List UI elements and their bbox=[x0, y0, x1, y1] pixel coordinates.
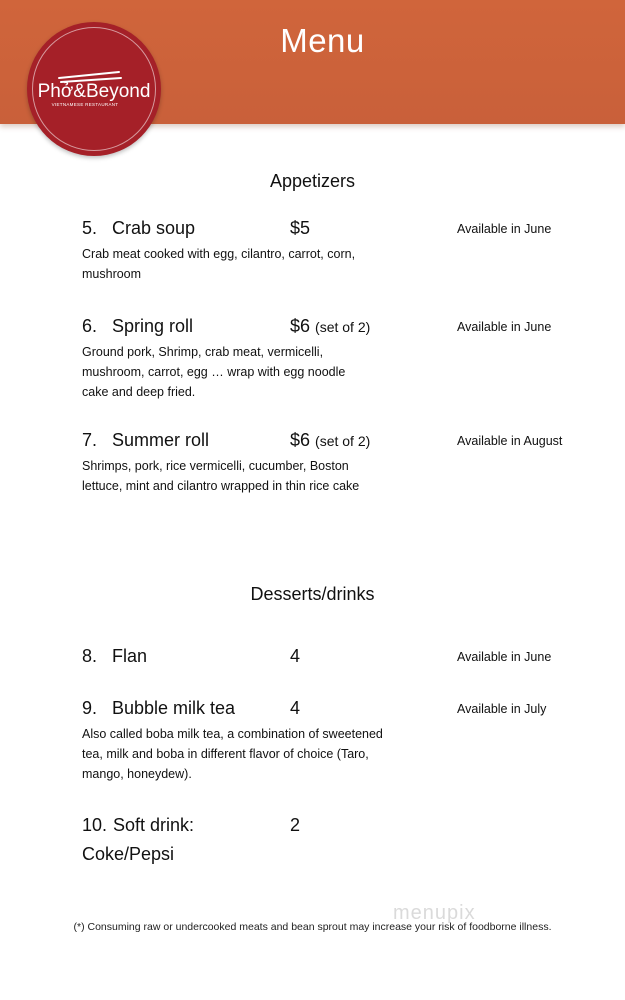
item-number: 6. bbox=[82, 316, 98, 336]
item-price: $6 (set of 2) bbox=[290, 316, 371, 336]
item-description: Also called boba milk tea, a combination of sweetened tea, milk and boba in different flavor of choice (Taro, mango, honeydew). bbox=[82, 727, 383, 781]
watermark: menupix bbox=[393, 902, 476, 924]
item-price: 4 bbox=[290, 646, 301, 666]
menu-item-summer-roll bbox=[82, 430, 582, 496]
footnote: (*) Consuming raw or undercooked meats and bean sprout may increase your risk of foodborne illness. bbox=[73, 921, 552, 933]
item-price: 2 bbox=[290, 815, 301, 835]
item-name: Soft drink: bbox=[113, 815, 195, 835]
item-number: 10. bbox=[82, 815, 108, 835]
item-description: Ground pork, Shrimp, crab meat, vermicelli, mushroom, carrot, egg … wrap with egg noodle cake and deep fried. bbox=[82, 345, 346, 399]
item-name: Bubble milk tea bbox=[112, 698, 236, 718]
menu-item-crab-soup bbox=[82, 218, 582, 284]
item-number: 8. bbox=[82, 646, 98, 666]
menu-item-flan bbox=[82, 646, 582, 672]
menu-item-soft-drink bbox=[82, 815, 582, 867]
logo-mark bbox=[27, 22, 161, 156]
logo-subtitle: VIETNAMESE RESTAURANT bbox=[51, 102, 119, 107]
item-number: 5. bbox=[82, 218, 98, 238]
restaurant-logo bbox=[27, 22, 161, 156]
item-availability: Available in June bbox=[457, 320, 552, 334]
item-description: Shrimps, pork, rice vermicelli, cucumber, Boston lettuce, mint and cilantro wrapped in thin rice cake bbox=[82, 459, 360, 493]
price-note: (set of 2) bbox=[315, 319, 371, 335]
section-title-desserts: Desserts/drinks bbox=[250, 584, 375, 604]
price-note: (set of 2) bbox=[315, 433, 371, 449]
item-name: Spring roll bbox=[112, 316, 194, 336]
item-price: $6 (set of 2) bbox=[290, 430, 371, 450]
item-name-line2: Coke/Pepsi bbox=[82, 844, 175, 864]
item-name: Flan bbox=[112, 646, 148, 666]
item-price: 4 bbox=[290, 698, 301, 718]
item-availability: Available in June bbox=[457, 650, 552, 664]
item-name: Summer roll bbox=[112, 430, 210, 450]
item-price: $5 bbox=[290, 218, 311, 238]
item-name: Crab soup bbox=[112, 218, 196, 238]
item-availability: Available in August bbox=[457, 434, 563, 448]
item-availability: Available in June bbox=[457, 222, 552, 236]
item-number: 7. bbox=[82, 430, 98, 450]
item-availability: Available in July bbox=[457, 702, 547, 716]
section-title-appetizers: Appetizers bbox=[269, 171, 356, 191]
item-description: Crab meat cooked with egg, cilantro, carrot, corn, mushroom bbox=[82, 247, 356, 281]
page-title: Menu bbox=[280, 22, 365, 59]
menu-item-bubble-milk-tea bbox=[82, 698, 582, 784]
logo-brand-text: Phở&Beyond bbox=[37, 81, 151, 102]
menu-item-spring-roll bbox=[82, 316, 582, 402]
item-number: 9. bbox=[82, 698, 98, 718]
